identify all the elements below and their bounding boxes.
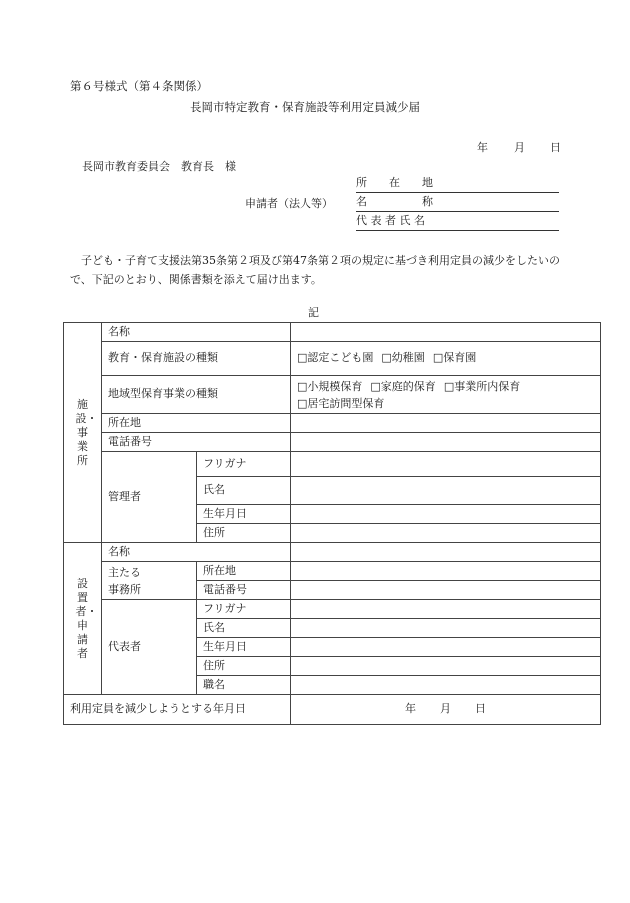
applicant-rep-field[interactable] (356, 213, 559, 231)
main-office-label: 主たる 事務所 (102, 562, 197, 600)
office-address-field[interactable] (291, 562, 601, 581)
rep-name-label: 氏名 (197, 619, 291, 638)
founder-section-header: 設置者・申請者 (64, 543, 102, 695)
option-nursery-checkbox[interactable]: □保育園 (432, 351, 477, 365)
facility-phone-label: 電話番号 (102, 433, 291, 452)
manager-furigana-field[interactable] (291, 452, 601, 477)
manager-birthdate-field[interactable] (291, 505, 601, 524)
manager-birthdate-label: 生年月日 (197, 505, 291, 524)
facility-address-label: 所在地 (102, 414, 291, 433)
option-home-based-checkbox[interactable]: □家庭的保育 (370, 379, 436, 393)
rep-position-field[interactable] (291, 676, 601, 695)
manager-residence-label: 住所 (197, 524, 291, 543)
office-phone-label: 電話番号 (197, 581, 291, 600)
rep-residence-field[interactable] (291, 657, 601, 676)
reduction-date-field[interactable] (291, 695, 601, 725)
reduction-month-label: 月 (440, 702, 451, 716)
option-kindergarten-checkbox[interactable]: □幼稚園 (381, 351, 425, 365)
manager-name-field[interactable] (291, 477, 601, 505)
date-month-label: 月 (514, 141, 525, 154)
manager-residence-field[interactable] (291, 524, 601, 543)
manager-label: 管理者 (102, 452, 197, 543)
facility-address-field[interactable] (291, 414, 601, 433)
office-address-label: 所在地 (197, 562, 291, 581)
applicant-address-label: 所 在 地 (356, 176, 433, 189)
option-small-scale-checkbox[interactable]: □小規模保育 (297, 379, 363, 393)
reduction-day-label: 日 (475, 702, 486, 716)
option-certified-kodomoen-checkbox[interactable]: □認定こども園 (297, 351, 374, 365)
rep-residence-label: 住所 (197, 657, 291, 676)
manager-name-label: 氏名 (197, 477, 291, 505)
rep-birthdate-label: 生年月日 (197, 638, 291, 657)
body-text: 子ども・子育て支援法第35条第２項及び第47条第２項の規定に基づき利用定員の減少をしたいので、下記のとおり、関係書類を添えて届け出ます。 (70, 254, 560, 286)
date-year-label: 年 (477, 141, 488, 154)
applicant-name-field[interactable] (356, 194, 559, 212)
community-type-label: 地域型保育事業の種類 (102, 376, 291, 414)
facility-type-label: 教育・保育施設の種類 (102, 342, 291, 376)
applicant-address-field[interactable] (356, 175, 559, 193)
rep-name-field[interactable] (291, 619, 601, 638)
form-table (63, 322, 601, 725)
representative-label: 代表者 (102, 600, 197, 695)
applicant-label: 申請者（法人等） (245, 197, 333, 210)
reduction-date-label: 利用定員を減少しようとする年月日 (64, 695, 291, 725)
manager-furigana-label: フリガナ (197, 452, 291, 477)
rep-position-label: 職名 (197, 676, 291, 695)
reduction-year-label: 年 (405, 702, 416, 716)
option-workplace-checkbox[interactable]: □事業所内保育 (443, 379, 521, 393)
facility-name-label: 名称 (102, 323, 291, 342)
facility-section-header: 施設・事業所 (64, 323, 102, 543)
facility-phone-field[interactable] (291, 433, 601, 452)
option-home-visit-checkbox[interactable]: □居宅訪問型保育 (297, 396, 385, 410)
form-title: 長岡市特定教育・保育施設等利用定員減少届 (190, 100, 420, 114)
rep-birthdate-field[interactable] (291, 638, 601, 657)
community-type-options[interactable] (291, 376, 601, 414)
rep-furigana-field[interactable] (291, 600, 601, 619)
founder-name-field[interactable] (291, 543, 601, 562)
form-number: 第６号様式（第４条関係） (70, 79, 208, 93)
date-day-label: 日 (550, 141, 561, 154)
applicant-name-label: 名 称 (356, 195, 433, 208)
founder-name-label: 名称 (102, 543, 291, 562)
addressee: 長岡市教育委員会 教育長 様 (82, 160, 236, 173)
rep-furigana-label: フリガナ (197, 600, 291, 619)
facility-name-field[interactable] (291, 323, 601, 342)
applicant-rep-label: 代 表 者 氏 名 (356, 214, 425, 227)
facility-type-options[interactable] (291, 342, 601, 376)
office-phone-field[interactable] (291, 581, 601, 600)
ki-label: 記 (308, 306, 319, 319)
